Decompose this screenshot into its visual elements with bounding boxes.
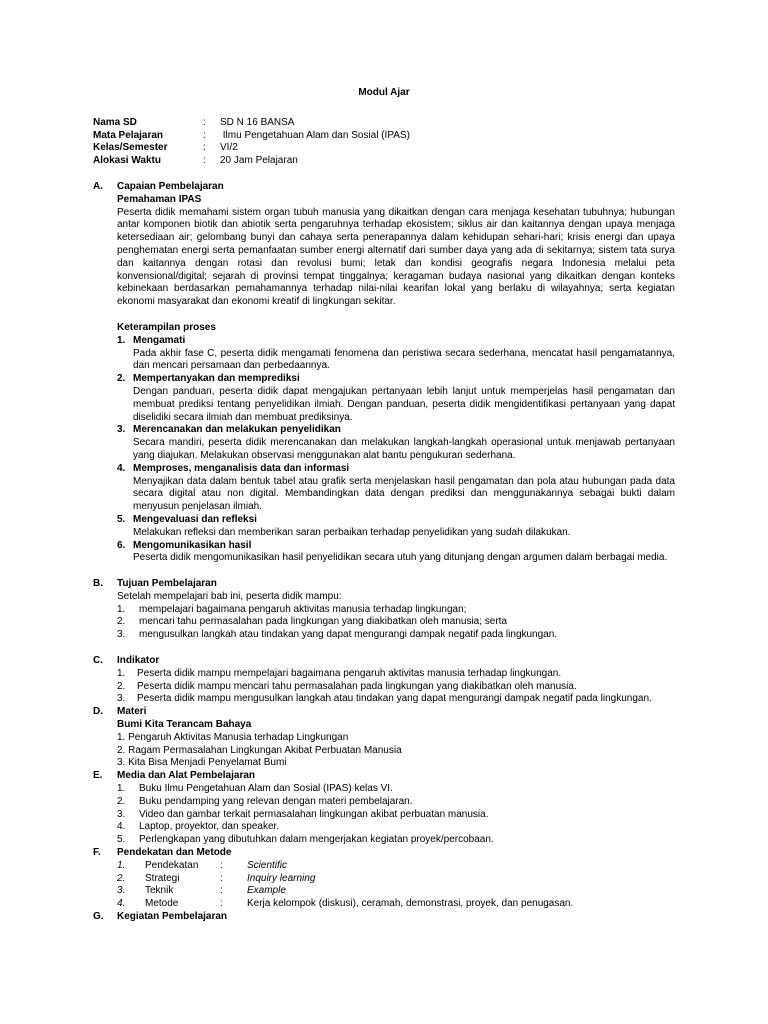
item-number: 3. (117, 808, 126, 820)
section-heading (93, 911, 675, 924)
info-value: VI/2 (220, 142, 238, 154)
method-row (93, 898, 675, 911)
section-title: Kegiatan Pembelajaran (117, 911, 228, 923)
item-text: Perlengkapan yang dibutuhkan dalam mengerjakan kegiatan proyek/percobaan. (139, 834, 494, 846)
item-number: 2. (117, 872, 126, 884)
info-value: 20 Jam Pelajaran (220, 155, 298, 167)
item-number: 4. (117, 462, 126, 474)
info-label: Nama SD (93, 116, 137, 128)
list-item (93, 463, 675, 514)
section-letter: A. (93, 180, 103, 192)
item-text: Pada akhir fase C, peserta didik mengamati fenomena dan peristiwa secara sederhana, mencatat hasil pengamatannya, dan mencari persamaan dan perbedaannya. (133, 347, 675, 372)
item-number: 1. (117, 603, 126, 615)
item-text: mempelajari bagaimana pengaruh aktivitas manusia terhadap lingkungan; (139, 603, 467, 615)
section-heading (93, 706, 675, 719)
item-text: Buku Ilmu Pengetahuan Alam dan Sosial (IPAS) kelas VI. (139, 783, 393, 795)
item-number: 4. (117, 898, 126, 910)
item-number: 1. (117, 783, 126, 795)
list-item (93, 809, 675, 822)
method-value: Inquiry learning (247, 872, 316, 884)
section-f (93, 847, 675, 911)
list-item (93, 681, 675, 694)
list-item (93, 604, 675, 617)
section-heading (93, 770, 675, 783)
method-colon: : (220, 872, 223, 884)
info-row-school (93, 117, 675, 130)
info-label: Kelas/Semester (93, 142, 168, 154)
info-label: Mata Pelajaran (93, 129, 164, 141)
item-title: Mengevaluasi dan refleksi (133, 513, 257, 525)
item-title: Merencanakan dan melakukan penyelidikan (133, 424, 341, 436)
list-item (93, 424, 675, 462)
list-item (93, 783, 675, 796)
item-number: 2. (117, 616, 126, 628)
item-number: 4. (117, 821, 126, 833)
section-letter: D. (93, 706, 103, 718)
list-item (93, 796, 675, 809)
method-value: Kerja kelompok (diskusi), ceramah, demonstrasi, proyek, dan penugasan. (247, 898, 574, 910)
method-label: Strategi (145, 872, 180, 884)
document-title: Modul Ajar (358, 87, 410, 98)
info-value: SD N 16 BANSA (220, 116, 295, 128)
item-number: 1. (117, 334, 126, 346)
item-number: 2. (117, 373, 126, 385)
item-number: 6. (117, 539, 126, 551)
section-a (93, 181, 675, 565)
list-item (93, 629, 675, 642)
item-text: Peserta didik mampu mencari tahu permasalahan pada lingkungan yang diakibatkan oleh manusia. (137, 680, 577, 692)
section-title: Media dan Alat Pembelajaran (117, 770, 256, 782)
info-label: Alokasi Waktu (93, 155, 161, 167)
subsection-title: Pemahaman IPAS (117, 193, 202, 205)
item-text: mengusulkan langkah atau tindakan yang dapat mengurangi dampak negatif pada lingkungan. (139, 629, 558, 641)
info-colon: : (203, 155, 206, 167)
info-row-subject (93, 130, 675, 143)
section-e (93, 770, 675, 847)
info-row-class (93, 142, 675, 155)
section-c (93, 655, 675, 706)
item-text: Video dan gambar terkait permasalahan lingkungan akibat perbuatan manusia. (139, 808, 489, 820)
list-item (93, 540, 675, 566)
item-text: Melakukan refleksi dan memberikan saran perbaikan terhadap penyelidikan yang sudah dilakukan. (133, 526, 571, 538)
method-label: Teknik (145, 885, 174, 897)
section-heading (93, 181, 675, 194)
item-text: Peserta didik mengomunikasikan hasil penyelidikan secara utuh yang ditunjang dengan argumen dalam berbagai media. (133, 552, 668, 564)
info-row-time (93, 155, 675, 168)
skills-list (93, 335, 675, 565)
list-item (93, 834, 675, 847)
item-number: 3. (117, 424, 126, 436)
item-number: 2. (117, 680, 126, 692)
info-colon: : (203, 116, 206, 128)
list-item (93, 616, 675, 629)
section-heading (93, 655, 675, 668)
subsection-title: Bumi Kita Terancam Bahaya (117, 719, 252, 731)
subsection-title: Keterampilan proses (117, 321, 216, 333)
section-title: Capaian Pembelajaran (117, 180, 224, 192)
item-number: 3. (117, 629, 126, 641)
item-number: 1. (117, 859, 126, 871)
list-item (93, 373, 675, 424)
section-title: Materi (117, 706, 147, 718)
item-number: 1. (117, 667, 126, 679)
method-label: Metode (145, 898, 179, 910)
section-title: Tujuan Pembelajaran (117, 578, 217, 590)
method-row (93, 860, 675, 873)
method-colon: : (220, 885, 223, 897)
item-text: Peserta didik mampu mempelajari bagaimana pengaruh aktivitas manusia terhadap lingkungan. (137, 667, 562, 679)
item-number: 3. (117, 885, 126, 897)
item-title: Mengamati (133, 334, 186, 346)
info-colon: : (203, 142, 206, 154)
info-colon: : (203, 129, 206, 141)
item-text: Dengan panduan, peserta didik dapat mengajukan pertanyaan lebih lanjut untuk memperjelas hasil pengamatan dan membuat prediksi tentang penyelidikan ilmiah. Dengan panduan, peserta didik mengidentifikasi pertanyaan yang dapat diselidiki secara ilmiah dan membuat prediksinya. (133, 385, 675, 423)
method-value: Scientific (247, 859, 288, 871)
list-item: 3. Kita Bisa Menjadi Penyelamat Bumi (117, 757, 287, 769)
item-text: Menyajikan data dalam bentuk tabel atau grafik serta menjelaskan hasil pengamatan dan pola atau hubungan pada data secara digital atau non digital. Membandingkan data dengan prediksi dan menggunakannya sebagai bukti dalam menyusun penjelasan ilmiah. (133, 475, 675, 513)
method-label: Pendekatan (145, 859, 199, 871)
item-number: 5. (117, 834, 126, 846)
section-title: Pendekatan dan Metode (117, 847, 232, 859)
section-heading (93, 847, 675, 860)
list-item (93, 821, 675, 834)
section-intro: Setelah mempelajari bab ini, peserta didik mampu: (117, 590, 342, 602)
section-letter: E. (93, 770, 103, 782)
item-number: 5. (117, 513, 126, 525)
method-row (93, 885, 675, 898)
list-item (93, 668, 675, 681)
info-value: Ilmu Pengetahuan Alam dan Sosial (IPAS) (220, 129, 410, 141)
method-row (93, 873, 675, 886)
section-g (93, 911, 675, 924)
list-item (93, 514, 675, 540)
item-number: 2. (117, 795, 126, 807)
method-colon: : (220, 898, 223, 910)
section-letter: C. (93, 655, 103, 667)
item-text: Peserta didik mampu mengusulkan langkah atau tindakan yang dapat mengurangi dampak negatif pada lingkungan. (137, 693, 652, 705)
identity-table (93, 117, 675, 168)
section-letter: G. (93, 911, 104, 923)
item-title: Mempertanyakan dan memprediksi (133, 373, 300, 385)
item-title: Memproses, menganalisis data dan informasi (133, 462, 350, 474)
paragraph: Peserta didik memahami sistem organ tubuh manusia yang dikaitkan dengan cara menjaga kesehatan tubuhnya; hubungan antar komponen biotik dan abiotik serta pengaruhnya terhadap ekosistem; siklus air dan kaitannya dengan upaya menjaga ketersediaan air; gelombang bunyi dan cahaya serta penerapannya dalam kehidupan sehari-hari; krisis energi dan upaya penghematan energi serta pemanfaatan sumber energi alternatif dari sumber daya yang ada di sekitarnya; sistem tata surya dan kaitannya dengan rotasi dan revolusi bumi; letak dan kondisi geografis negara Indonesia melalui peta konvensional/digital; sejarah di provinsi tempat tinggalnya; keragaman budaya nasional yang dikaitkan dengan konteks kebinekaan berdasarkan pemahamannya terhadap nilai-nilai kearifan lokal yang berlaku di wilayahnya; serta kegiatan ekonomi masyarakat dan ekonomi kreatif di lingkungan sekitar. (117, 206, 675, 308)
list-item: 2. Ragam Permasalahan Lingkungan Akibat Perbuatan Manusia (117, 744, 402, 756)
list-item (93, 335, 675, 373)
method-value: Example (247, 885, 286, 897)
list-item (93, 693, 675, 706)
item-title: Mengomunikasikan hasil (133, 539, 252, 551)
section-b (93, 578, 675, 642)
section-letter: F. (93, 847, 101, 859)
item-text: mencari tahu permasalahan pada lingkungan yang diakibatkan oleh manusia; serta (139, 616, 508, 628)
list-item: 1. Pengaruh Aktivitas Manusia terhadap Lingkungan (117, 731, 349, 743)
section-heading (93, 578, 675, 591)
section-title: Indikator (117, 655, 160, 667)
item-text: Secara mandiri, peserta didik merencanakan dan melakukan langkah-langkah operasional untuk menjawab pertanyaan yang diajukan. Melakukan observasi menggunakan alat bantu pengukuran sederhana. (133, 437, 675, 461)
item-number: 3. (117, 693, 126, 705)
section-letter: B. (93, 578, 103, 590)
item-text: Buku pendamping yang relevan dengan materi pembelajaran. (139, 795, 413, 807)
method-colon: : (220, 859, 223, 871)
section-d (93, 706, 675, 770)
item-text: Laptop, proyektor, dan speaker. (139, 821, 280, 833)
